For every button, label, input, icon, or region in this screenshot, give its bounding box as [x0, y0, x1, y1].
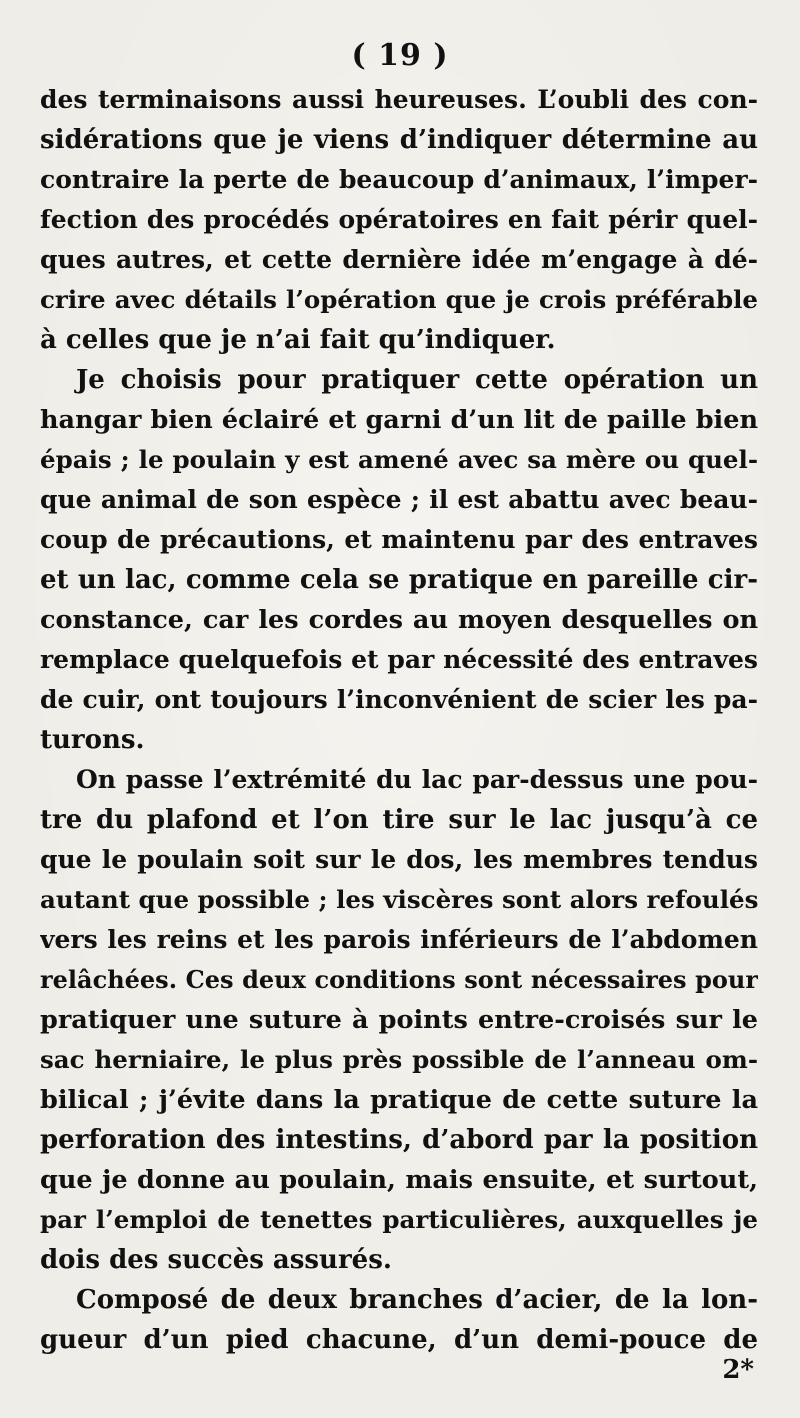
text-line: Composé de deux branches d’acier, de la lon-: [76, 1285, 758, 1315]
text-line: que je donne au poulain, mais ensuite, et surtout,: [40, 1165, 758, 1195]
text-line: Je choisis pour pratiquer cette opération un: [76, 365, 758, 395]
text-line: perforation des intestins, d’abord par la position: [40, 1125, 758, 1155]
text-line: dois des succès assurés.: [40, 1245, 392, 1275]
text-line: ques autres, et cette dernière idée m’engage à dé-: [40, 245, 758, 274]
text-line: coup de précautions, et maintenu par des entraves: [40, 525, 758, 554]
page-number: ( 19 ): [351, 38, 449, 73]
text-line: constance, car les cordes au moyen desquelles on: [40, 605, 758, 635]
text-line: de cuir, ont toujours l’inconvénient de scier les pa-: [40, 685, 758, 714]
text-line: relâchées. Ces deux conditions sont nécessaires pour: [40, 965, 758, 994]
text-line: fection des procédés opératoires en fait périr quel-: [40, 205, 758, 234]
text-line: tre du plafond et l’on tire sur le lac jusqu’à ce: [40, 805, 758, 835]
text-line: sac herniaire, le plus près possible de l’anneau om-: [40, 1045, 758, 1074]
text-line: épais ; le poulain y est amené avec sa mère ou quel-: [40, 445, 758, 474]
signature-mark: 2*: [722, 1355, 754, 1385]
text-line: turons.: [40, 725, 145, 755]
text-line: vers les reins et les parois inférieurs de l’abdomen: [40, 925, 758, 954]
text-line: bilical ; j’évite dans la pratique de cette suture la: [40, 1085, 758, 1115]
text-line: pratiquer une suture à points entre-croisés sur le: [40, 1005, 758, 1035]
text-line: que animal de son espèce ; il est abattu avec beau-: [40, 485, 758, 514]
text-line: gueur d’un pied chacune, d’un demi-pouce de: [40, 1325, 758, 1355]
text-line: que le poulain soit sur le dos, les membres tendus: [40, 845, 758, 874]
text-line: sidérations que je viens d’indiquer détermine au: [40, 125, 758, 155]
text-line: et un lac, comme cela se pratique en pareille cir-: [40, 565, 758, 595]
text-line: remplace quelquefois et par nécessité des entraves: [40, 645, 758, 674]
text-line: à celles que je n’ai fait qu’indiquer.: [40, 325, 556, 355]
text-line: autant que possible ; les viscères sont alors refoulés: [40, 885, 758, 914]
text-line: hangar bien éclairé et garni d’un lit de paille bien: [40, 405, 758, 435]
text-line: contraire la perte de beaucoup d’animaux, l’imper-: [40, 165, 758, 194]
text-line: crire avec détails l’opération que je crois préférable: [40, 285, 758, 314]
text-line: des terminaisons aussi heureuses. L’oubli des con-: [40, 85, 758, 114]
text-line: par l’emploi de tenettes particulières, auxquelles je: [40, 1205, 758, 1234]
text-line: On passe l’extrémité du lac par-dessus une pou-: [76, 765, 758, 794]
body-text: [40, 80, 758, 1360]
